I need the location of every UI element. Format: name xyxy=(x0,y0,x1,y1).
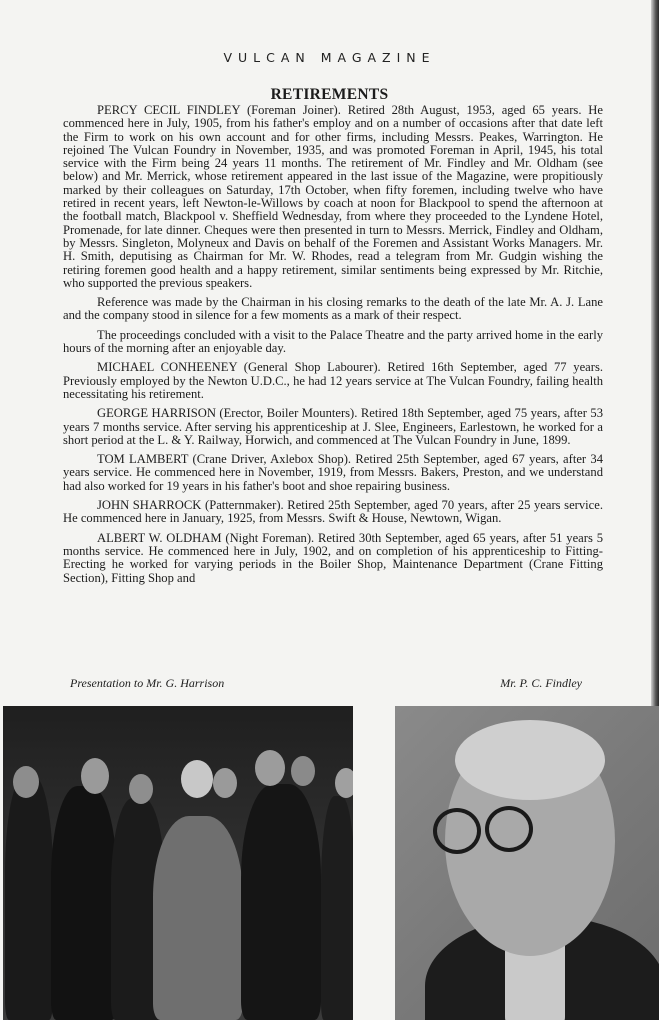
paragraph-lambert: TOM LAMBERT (Crane Driver, Axlebox Shop). Retired 25th September, aged 67 years, after 34 years service. He commenced here in November, 1919, from Messrs. Bakers, Preston, and we understand had also worked for 19 years in his father's boot and shoe repairing business. xyxy=(63,452,603,493)
article-body xyxy=(63,104,603,591)
group-presentation-photo xyxy=(3,706,353,1020)
photo-captions xyxy=(70,676,582,691)
paragraph-proceedings: The proceedings concluded with a visit to the Palace Theatre and the party arrived home in the early hours of the morning after an enjoyable day. xyxy=(63,327,603,356)
findley-portrait-photo xyxy=(395,706,659,1020)
magazine-masthead: VULCAN MAGAZINE xyxy=(223,50,436,65)
section-title: RETIREMENTS xyxy=(270,86,389,103)
caption-left: Presentation to Mr. G. Harrison xyxy=(70,676,225,690)
paragraph-conheeney: MICHAEL CONHEENEY (General Shop Labourer). Retired 16th September, aged 77 years. Previously employed by the Newton U.D.C., he had 12 years service at The Vulcan Foundry, failing health necessitating his retirement. xyxy=(63,360,603,401)
paragraph-oldham: ALBERT W. OLDHAM (Night Foreman). Retired 30th September, aged 65 years, after 51 years 5 months service. He commenced here in July, 1902, and on completion of his apprenticeship to Fitting-Erecting he worked for varying periods in the Boiler Shop, Maintenance Department (Crane Fitting Section), Fitting Shop and xyxy=(63,530,603,585)
paragraph-harrison: GEORGE HARRISON (Erector, Boiler Mounters). Retired 18th September, aged 75 years, after 53 years 7 months service. After serving his apprenticeship at J. Slee, Engineers, Earlestown, he worked for a short period at the L. & Y. Railway, Horwich, and commenced at The Vulcan Foundry in June, 1899. xyxy=(63,406,603,447)
paragraph-reference: Reference was made by the Chairman in his closing remarks to the death of the late Mr. A. J. Lane and the company stood in silence for a few moments as a mark of their respect. xyxy=(63,295,603,323)
paragraph-sharrock: JOHN SHARROCK (Patternmaker). Retired 25th September, aged 70 years, after 25 years service. He commenced here in January, 1925, from Messrs. Swift & House, Newtown, Wigan. xyxy=(63,498,603,526)
paragraph-findley: PERCY CECIL FINDLEY (Foreman Joiner). Retired 28th August, 1953, aged 65 years. He commenced here in July, 1905, from his father's employ and on a number of occasions after that date left the Firm to work on his own account and for other firms, including Messrs. Peakes, Warrington. He rejoined The Vulcan Foundry in November, 1935, and was promoted Foreman in April, 1945, his total service with the Firm being 24 years 11 months. The retirement of Mr. Findley and Mr. Oldham (see below) and Mr. Merrick, whose retirement appeared in the last issue of the Magazine, were propitiously marked by their colleagues on Saturday, 17th October, when fifty foremen, including twelve who have retired in recent years, left Newton-le-Willows by coach at noon for Blackpool to spend the afternoon at the football match, Blackpool v. Sheffield Wednesday, from where they proceeded to the Lyndene Hotel, Promenade, for late dinner. Cheques were then presented in turn to Messrs. Merrick, Findley and Oldham, by Messrs. Singleton, Molyneux and Davis on behalf of the Foremen and Assistant Works Managers. Mr. H. Smith, deputising as Chairman for Mr. W. Rhodes, read a telegram from Mr. Gudgin wishing the retiring foremen good health and a happy retirement, similar sentiments being expressed by Mr. Ritchie, who supported the previous speakers. xyxy=(63,103,603,290)
caption-right: Mr. P. C. Findley xyxy=(500,676,582,690)
